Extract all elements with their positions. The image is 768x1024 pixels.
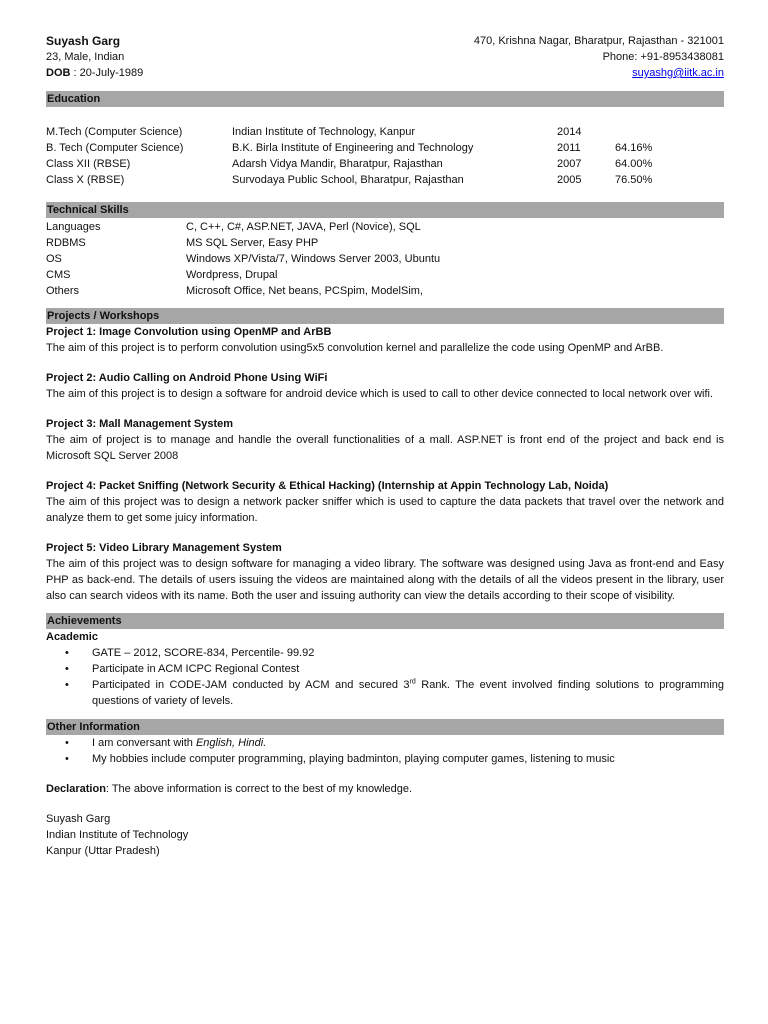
achievements-section — [46, 629, 724, 709]
project-description: The aim of this project is to perform convolution using5x5 convolution kernel and parallelize the code using OpenMP and ArBB. — [46, 342, 664, 354]
project-description: The aim of project is to manage and handle the overall functionalities of a mall. ASP.NET is front end of the project and back end is Microsoft SQL Server 2008 — [46, 434, 724, 462]
project-title: Project 2: Audio Calling on Android Phone Using WiFi — [46, 372, 328, 384]
education-table — [46, 124, 724, 188]
project-title: Project 1: Image Convolution using OpenMP and ArBB — [46, 326, 332, 338]
project-item — [46, 540, 724, 604]
project-item — [46, 478, 724, 526]
email-link[interactable]: suyashg@iitk.ac.in — [632, 67, 724, 79]
skill-value: C, C++, C#, ASP.NET, JAVA, Perl (Novice), SQL — [186, 221, 421, 233]
list-item — [92, 677, 724, 709]
declaration-label: Declaration — [46, 783, 106, 795]
skill-row — [46, 283, 724, 299]
achievement-text-cont: Rank. The event involved finding solutions to programming questions of variety of levels. — [92, 679, 724, 707]
project-title: Project 4: Packet Sniffing (Network Security & Ethical Hacking) (Internship at Appin Technology Lab, Noida) — [46, 480, 609, 492]
other-info-heading: Other Information — [46, 719, 724, 735]
table-row — [46, 172, 724, 188]
score-cell: 76.50% — [615, 174, 653, 186]
skill-key: OS — [46, 253, 62, 265]
degree-cell: B. Tech (Computer Science) — [46, 142, 184, 154]
other-info-list — [46, 735, 724, 767]
languages-list: English, Hindi. — [195, 737, 267, 749]
year-cell: 2005 — [557, 174, 582, 186]
project-description: The aim of this project was to design a network packer sniffer which is used to capture the data packets that travel over the network and analyze them to get some juicy information. — [46, 496, 724, 524]
skill-value: MS SQL Server, Easy PHP — [186, 237, 319, 249]
phone: Phone: +91-8953438081 — [602, 51, 724, 63]
project-title: Project 3: Mall Management System — [46, 418, 234, 430]
skill-row — [46, 267, 724, 283]
skill-key: Others — [46, 285, 80, 297]
institute-cell: Adarsh Vidya Mandir, Bharatpur, Rajasthan — [232, 158, 443, 170]
declaration — [46, 781, 724, 797]
rank-suffix: rd — [409, 678, 416, 686]
institute-cell: Indian Institute of Technology, Kanpur — [232, 126, 416, 138]
skill-key: RDBMS — [46, 237, 86, 249]
candidate-name: Suyash Garg — [46, 34, 121, 48]
project-item — [46, 324, 724, 356]
academic-subheading: Academic — [46, 631, 98, 643]
achievement-text: Participated in CODE-JAM conducted by ACM and secured 3 — [92, 679, 410, 691]
skill-key: CMS — [46, 269, 71, 281]
achievements-list — [46, 645, 724, 709]
skill-row — [46, 219, 724, 235]
achievements-heading: Achievements — [46, 613, 724, 629]
skill-value: Wordpress, Drupal — [186, 269, 278, 281]
signature-institute: Indian Institute of Technology — [46, 829, 189, 841]
institute-cell: Survodaya Public School, Bharatpur, Rajasthan — [232, 174, 464, 186]
score-cell — [615, 124, 724, 140]
degree-cell: Class XII (RBSE) — [46, 158, 131, 170]
list-item: • GATE – 2012, SCORE-834, Percentile- 99.92 — [92, 645, 724, 661]
resume-page — [46, 33, 724, 859]
table-row — [46, 124, 724, 140]
table-row — [46, 140, 724, 156]
skill-row — [46, 251, 724, 267]
list-item — [92, 735, 724, 751]
score-cell: 64.16% — [615, 142, 653, 154]
skill-value: Microsoft Office, Net beans, PCSpim, ModelSim, — [186, 285, 423, 297]
skills-heading: Technical Skills — [46, 202, 724, 218]
dob-line — [46, 65, 143, 81]
table-row — [46, 156, 724, 172]
languages-text: I am conversant with — [92, 737, 196, 749]
degree-cell: Class X (RBSE) — [46, 174, 125, 186]
project-description: The aim of this project is to design a software for android device which is used to call to other device connected to local network over wifi. — [46, 388, 714, 400]
dob-value: : 20-July-1989 — [70, 67, 144, 79]
skill-row — [46, 235, 724, 251]
signature-location: Kanpur (Uttar Pradesh) — [46, 845, 160, 857]
skill-key: Languages — [46, 221, 101, 233]
list-item: • My hobbies include computer programming, playing badminton, playing computer games, listening to music — [92, 751, 724, 767]
list-item: • Participate in ACM ICPC Regional Contest — [92, 661, 724, 677]
projects-heading: Projects / Workshops — [46, 308, 724, 324]
signature-name: Suyash Garg — [46, 813, 111, 825]
address: 470, Krishna Nagar, Bharatpur, Rajasthan - 321001 — [473, 35, 724, 47]
degree-cell: M.Tech (Computer Science) — [46, 126, 183, 138]
projects-list — [46, 324, 724, 604]
personal-info — [46, 33, 143, 81]
other-info-section — [46, 735, 724, 767]
score-cell: 64.00% — [615, 158, 653, 170]
contact-info — [474, 33, 724, 81]
institute-cell: B.K. Birla Institute of Engineering and Technology — [232, 142, 474, 154]
signature-block — [46, 811, 724, 859]
project-item — [46, 370, 724, 402]
declaration-text: : The above information is correct to the best of my knowledge. — [105, 783, 413, 795]
project-title: Project 5: Video Library Management System — [46, 542, 282, 554]
personal-details: 23, Male, Indian — [46, 51, 125, 63]
year-cell: 2011 — [557, 142, 581, 154]
project-item — [46, 416, 724, 464]
resume-header — [46, 33, 724, 91]
project-description: The aim of this project was to design software for managing a video library. The software was designed using Java as front-end and Easy PHP as back-end. The details of users issuing the videos are maintained along with the details of all the videos present in the library, user also can search videos with its name. Both the user and issuing authority can view the details according to their scope of visibility. — [46, 558, 724, 602]
skill-value: Windows XP/Vista/7, Windows Server 2003, Ubuntu — [186, 253, 441, 265]
skills-list — [46, 219, 724, 299]
dob-label: DOB — [46, 67, 71, 79]
year-cell: 2014 — [557, 126, 582, 138]
year-cell: 2007 — [557, 158, 582, 170]
education-heading: Education — [46, 91, 724, 107]
